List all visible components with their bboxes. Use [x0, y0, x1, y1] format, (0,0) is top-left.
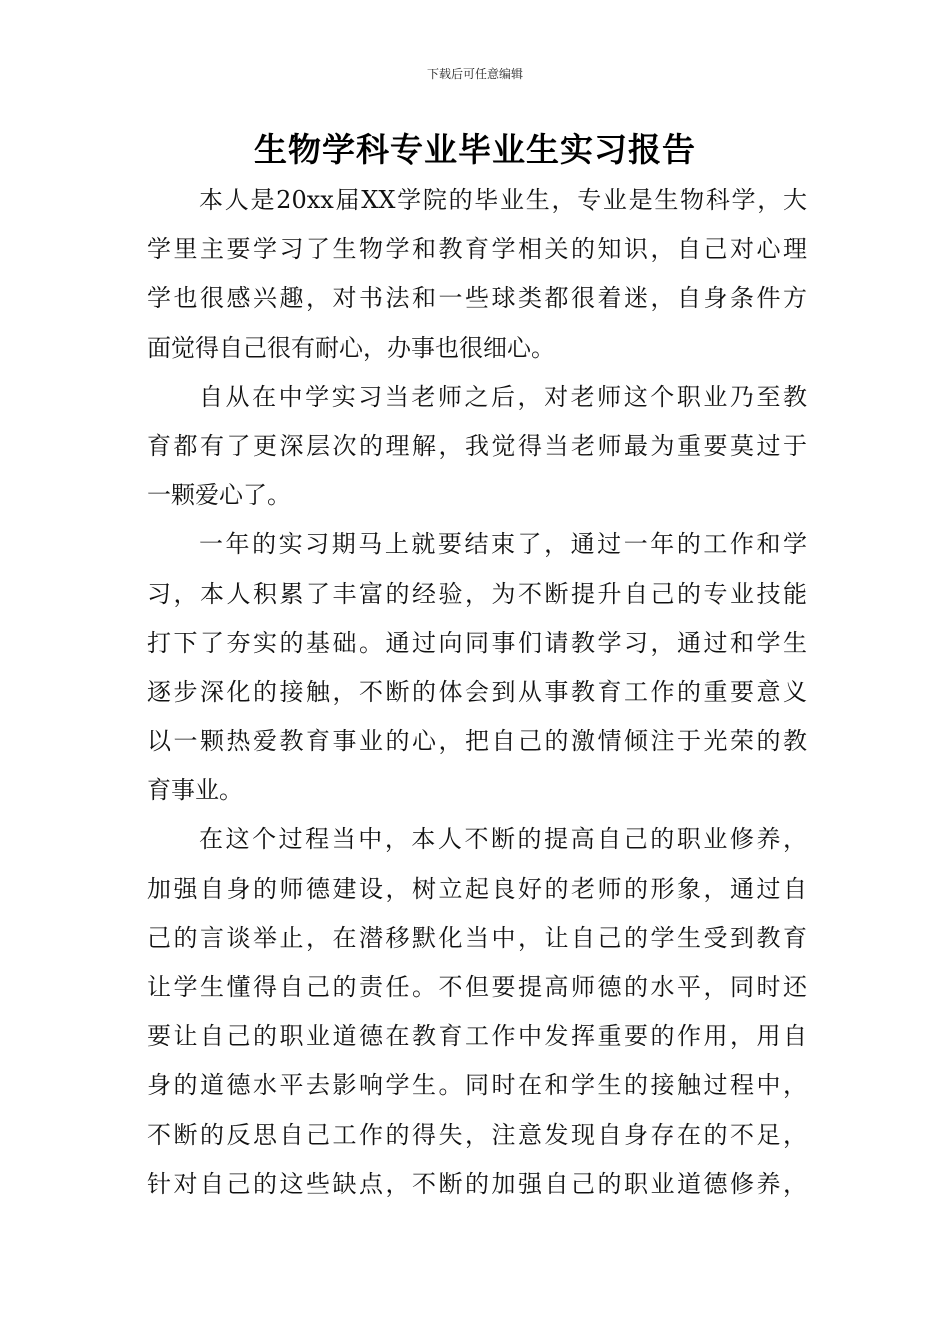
body-line: 学也很感兴趣，对书法和一些球类都很着迷，自身条件方	[147, 284, 807, 313]
body-line: 不断的反思自己工作的得失，注意发现自身存在的不足，	[147, 1120, 807, 1149]
body-line: 身的道德水平去影响学生。同时在和学生的接触过程中，	[147, 1071, 807, 1100]
body-line: 育事业。	[147, 776, 243, 805]
body-line: 面觉得自己很有耐心，办事也很细心。	[147, 333, 555, 362]
body-line: 自从在中学实习当老师之后，对老师这个职业乃至教	[199, 382, 807, 411]
document-body	[147, 176, 807, 1209]
body-line: 逐步深化的接触，不断的体会到从事教育工作的重要意义	[147, 677, 807, 706]
body-line: 打下了夯实的基础。通过向同事们请教学习，通过和学生	[147, 628, 807, 657]
body-line: 育都有了更深层次的理解，我觉得当老师最为重要莫过于	[147, 431, 807, 460]
body-line: 针对自己的这些缺点，不断的加强自己的职业道德修养，	[147, 1169, 807, 1198]
body-line: 以一颗热爱教育事业的心，把自己的激情倾注于光荣的教	[147, 727, 807, 756]
body-line: 一年的实习期马上就要结束了，通过一年的工作和学	[199, 530, 807, 559]
body-line: 一颗爱心了。	[147, 481, 291, 510]
body-line: 要让自己的职业道德在教育工作中发挥重要的作用，用自	[147, 1022, 807, 1051]
body-line: 加强自身的师德建设，树立起良好的老师的形象，通过自	[147, 874, 807, 903]
body-line: 己的言谈举止，在潜移默化当中，让自己的学生受到教育	[147, 923, 807, 952]
body-line: 在这个过程当中，本人不断的提高自己的职业修养，	[199, 825, 807, 854]
body-line: 本人是20xx届XX学院的毕业生，专业是生物科学，大	[199, 186, 807, 214]
body-line: 让学生懂得自己的责任。不但要提高师德的水平，同时还	[147, 973, 807, 1001]
document-title: 生物学科专业毕业生实习报告	[254, 130, 696, 169]
header-note: 下载后可任意编辑	[426, 67, 523, 81]
body-line: 学里主要学习了生物学和教育学相关的知识，自己对心理	[147, 235, 807, 264]
body-line: 习，本人积累了丰富的经验，为不断提升自己的专业技能	[147, 579, 807, 608]
